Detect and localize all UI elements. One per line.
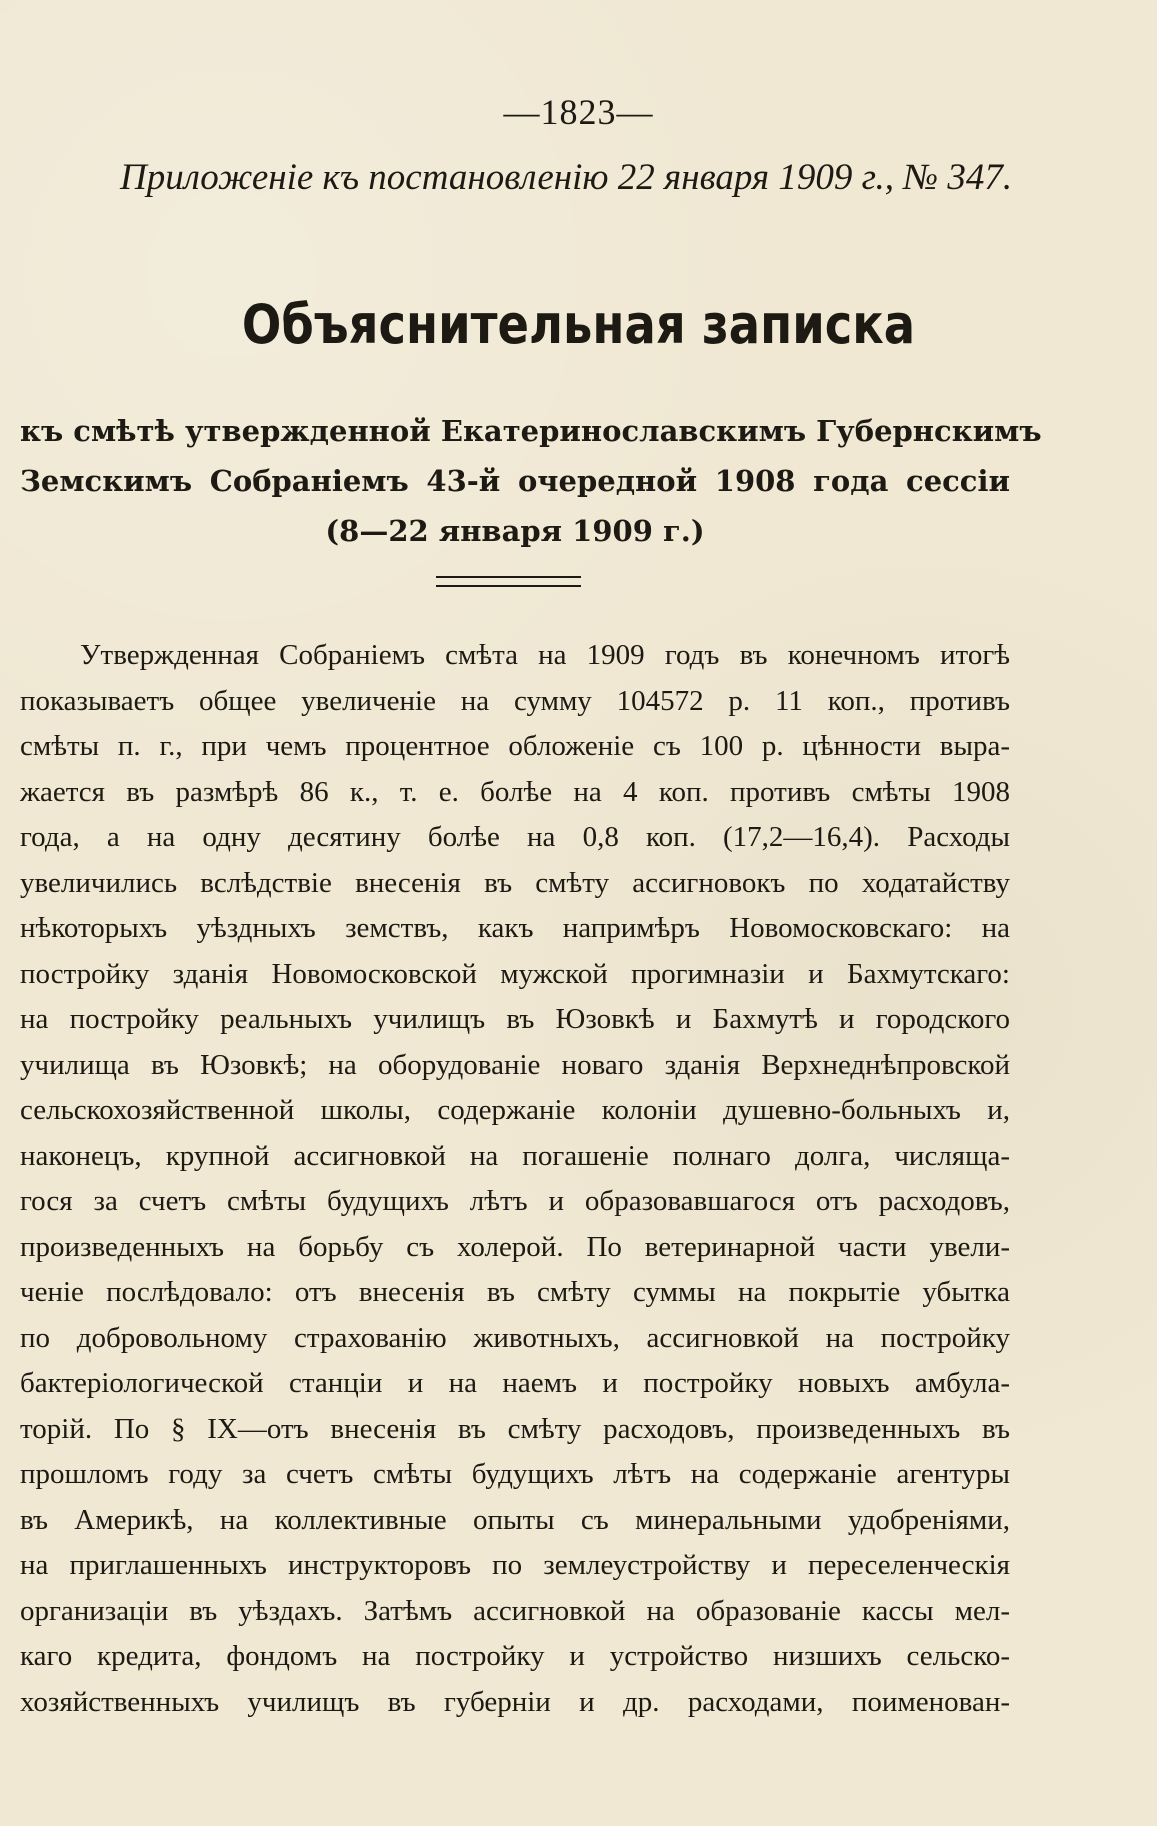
text-line: училища въ Юзовкѣ; на оборудованіе новаго зданія Верхнеднѣпровской [20, 1048, 1010, 1081]
text-line: увеличились вслѣдствіе внесенія въ смѣту ассигновокъ по ходатайству [20, 866, 1010, 899]
body-paragraph [20, 633, 1010, 1725]
text-line: показываетъ общее увеличеніе на сумму 104572 р. 11 коп., противъ [20, 684, 1010, 717]
text-line: сельскохозяйственной школы, содержаніе колоніи душевно-больныхъ и, [20, 1094, 1010, 1126]
text-line: хозяйственныхъ училищъ въ губерніи и др. расходами, поименован- [20, 1685, 1010, 1718]
text-line: смѣты п. г., при чемъ процентное обложеніе съ 100 р. цѣнности выра- [20, 730, 1010, 762]
text-line: каго кредита, фондомъ на постройку и устройство низшихъ сельско- [20, 1640, 1010, 1672]
text-line: бактеріологической станціи и на наемъ и постройку новыхъ амбула- [20, 1367, 1010, 1399]
text-line: жается въ размѣрѣ 86 к., т. е. болѣе на 4 коп. противъ смѣты 1908 [20, 775, 1010, 808]
text-line: произведенныхъ на борьбу съ холерой. По ветеринарной части увели- [20, 1230, 1010, 1263]
text-line: гося за счетъ смѣты будущихъ лѣтъ и образовавшагося отъ расходовъ, [20, 1185, 1010, 1217]
page-number: —1823— [503, 92, 654, 132]
document-subtitle [20, 406, 1042, 556]
text-line: по добровольному страхованію животныхъ, ассигновкой на постройку [20, 1321, 1010, 1354]
text-line: постройку зданія Новомосковской мужской прогимназіи и Бахмутскаго: [20, 957, 1010, 990]
text-line: прошломъ году за счетъ смѣты будущихъ лѣтъ на содержаніе агентуры [20, 1458, 1010, 1490]
subtitle-line: Земскимъ Собраніемъ 43-й очередной 1908 года сессіи [20, 464, 1010, 498]
text-line: въ Америкѣ, на коллективные опыты съ минеральными удобреніями, [20, 1503, 1010, 1536]
text-line: на постройку реальныхъ училищъ въ Юзовкѣ и Бахмутѣ и городского [20, 1003, 1010, 1035]
text-line: нѣкоторыхъ уѣздныхъ земствъ, какъ напримѣръ Новомосковскаго: на [20, 912, 1010, 944]
text-line: на приглашенныхъ инструкторовъ по землеустройству и переселенческія [20, 1549, 1010, 1581]
text-line: организаціи въ уѣздахъ. Затѣмъ ассигновкой на образованіе кассы мел- [20, 1594, 1010, 1627]
text-line: торій. По § IX—отъ внесенія въ смѣту расходовъ, произведенныхъ въ [20, 1412, 1010, 1445]
text-line: наконецъ, крупной ассигновкой на погашеніе полнаго долга, числяща- [20, 1139, 1010, 1172]
double-rule-divider [436, 576, 581, 587]
subtitle-line: къ смѣтѣ утвержденной Екатеринославскимъ Губернскимъ [20, 414, 1042, 448]
text-line: Утвержденная Собраніемъ смѣта на 1909 годъ въ конечномъ итогѣ [80, 639, 1010, 671]
subtitle-line: (8—22 января 1909 г.) [325, 514, 705, 548]
text-line: года, а на одну десятину болѣе на 0,8 коп. (17,2—16,4). Расходы [20, 821, 1010, 853]
text-line: ченіе послѣдовало: отъ внесенія въ смѣту суммы на покрытіе убытка [20, 1276, 1010, 1308]
appendix-reference: Приложеніе къ постановленію 22 января 1909 г., № 347. [120, 157, 1013, 198]
document-title: Объяснительная записка [241, 293, 916, 356]
